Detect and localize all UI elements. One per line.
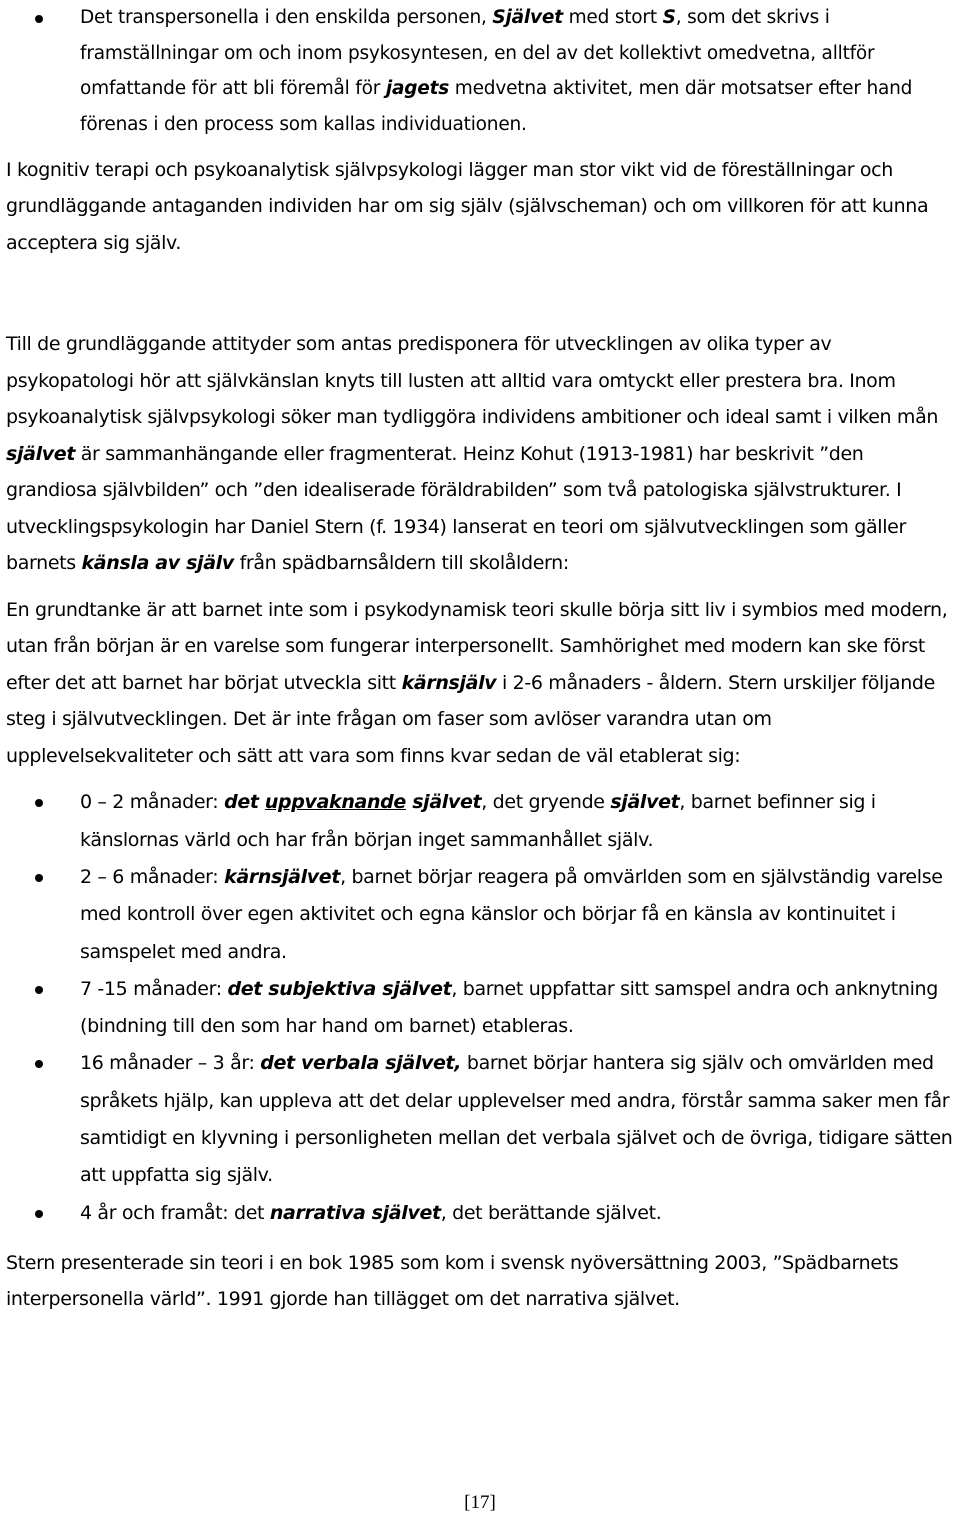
list-item: Det transpersonella i den enskilda personen, Självet med stort S, som det skrivs i framställningar om och inom psykosyntesen, en del av det kollektivt omedvetna, alltför omfattande för att bli föremål för jagets medvetna aktivitet, men där motsatser efter hand förenas i den process som kallas individuationen. [6, 0, 958, 143]
emphasis: det verbala självet, [260, 1052, 462, 1075]
bullet-icon [35, 1060, 43, 1068]
list-item: 16 månader – 3 år: det verbala självet, barnet börjar hantera sig själv och omvärlden med språkets hjälp, kan uppleva att det delar upplevelser med andra, förstår samma saker men får samtidigt en klyvning i personligheten mellan det verbala självet och de övriga, tidigare sätten att uppfatta sig själv. [6, 1045, 958, 1194]
emphasis: det subjektiva självet [227, 977, 452, 1000]
list-item: 7 -15 månader: det subjektiva självet, barnet uppfattar sitt samspel andra och anknytning (bindning till den som har hand om barnet) etableras. [6, 971, 958, 1046]
bullet-icon [35, 1210, 43, 1218]
paragraph-stern-bok: Stern presenterade sin teori i en bok 1985 som kom i svensk nyöversättning 2003, ”Spädbarnets interpersonella värld”. 1991 gjorde han tillägget om det narrativa självet. [6, 1251, 899, 1311]
list-item: 4 år och framåt: det narrativa självet, det berättande självet. [6, 1195, 958, 1232]
paragraph-attityder: Till de grundläggande attityder som antas predisponera för utvecklingen av olika typer av psykopatologi hör att självkänslan knyts till lusten att alltid vara omtyckt eller prestera bra. Inom psykoanalytisk självpsykologi söker man tydliggöra individens ambitioner och ideal samt i vilken mån självet är sammanhängande eller fragmenterat. Heinz Kohut (1913-1981) har beskrivit ”den grandiosa självbilden” och ”den idealiserade föräldrabilden” som två patologiska självstrukturer. I utvecklingspsykologin har Daniel Stern (f. 1934) lanserat en teori om självutvecklingen som gäller barnets känsla av själv från spädbarnsåldern till skolåldern: [6, 333, 939, 575]
emphasis: S [662, 7, 676, 28]
list-item: 0 – 2 månader: det uppvaknande självet, det gryende självet, barnet befinner sig i känslornas värld och har från början inget sammanhållet själv. [6, 784, 958, 859]
emphasis: kärnsjälvet [224, 865, 341, 888]
emphasis: självet [610, 791, 680, 814]
document-body [6, 0, 958, 1318]
emphasis: självet [6, 442, 76, 465]
emphasis: narrativa självet [269, 1201, 441, 1224]
emphasis: känsla av själv [81, 552, 234, 575]
paragraph-kognitiv: I kognitiv terapi och psykoanalytisk självpsykologi lägger man stor vikt vid de föreställningar och grundläggande antaganden individen har om sig själv (självscheman) och om villkoren för att kunna acceptera sig själv. [6, 158, 929, 254]
bullet-icon [35, 15, 43, 23]
bullet-icon [35, 799, 43, 807]
emphasis: det uppvaknande självet [224, 791, 482, 814]
list-item: 2 – 6 månader: kärnsjälvet, barnet börjar reagera på omvärlden som en självständig varelse med kontroll över egen aktivitet och egna känslor och börjar få en känsla av kontinuitet i samspelet med andra. [6, 859, 958, 971]
page-number: [17] [464, 1492, 496, 1513]
bullet-icon [35, 874, 43, 882]
emphasis: Självet [492, 7, 563, 28]
emphasis: jagets [385, 78, 450, 100]
stages-list [6, 784, 958, 1232]
emphasis: kärnsjälv [401, 671, 497, 694]
intro-bullet-list [6, 0, 958, 143]
paragraph-grundtanke: En grundtanke är att barnet inte som i psykodynamisk teori skulle börja sitt liv i symbios med modern, utan från början är en varelse som fungerar interpersonellt. Samhörighet med modern kan ske först efter det att barnet har börjat utveckla sitt kärnsjälv i 2-6 månaders - åldern. Stern urskiljer följande steg i självutvecklingen. Det är inte frågan om faser som avlöser varandra utan om upplevelsekvaliteter och sätt att vara som finns kvar sedan de väl etablerat sig: [6, 598, 948, 767]
bullet-icon [35, 986, 43, 994]
